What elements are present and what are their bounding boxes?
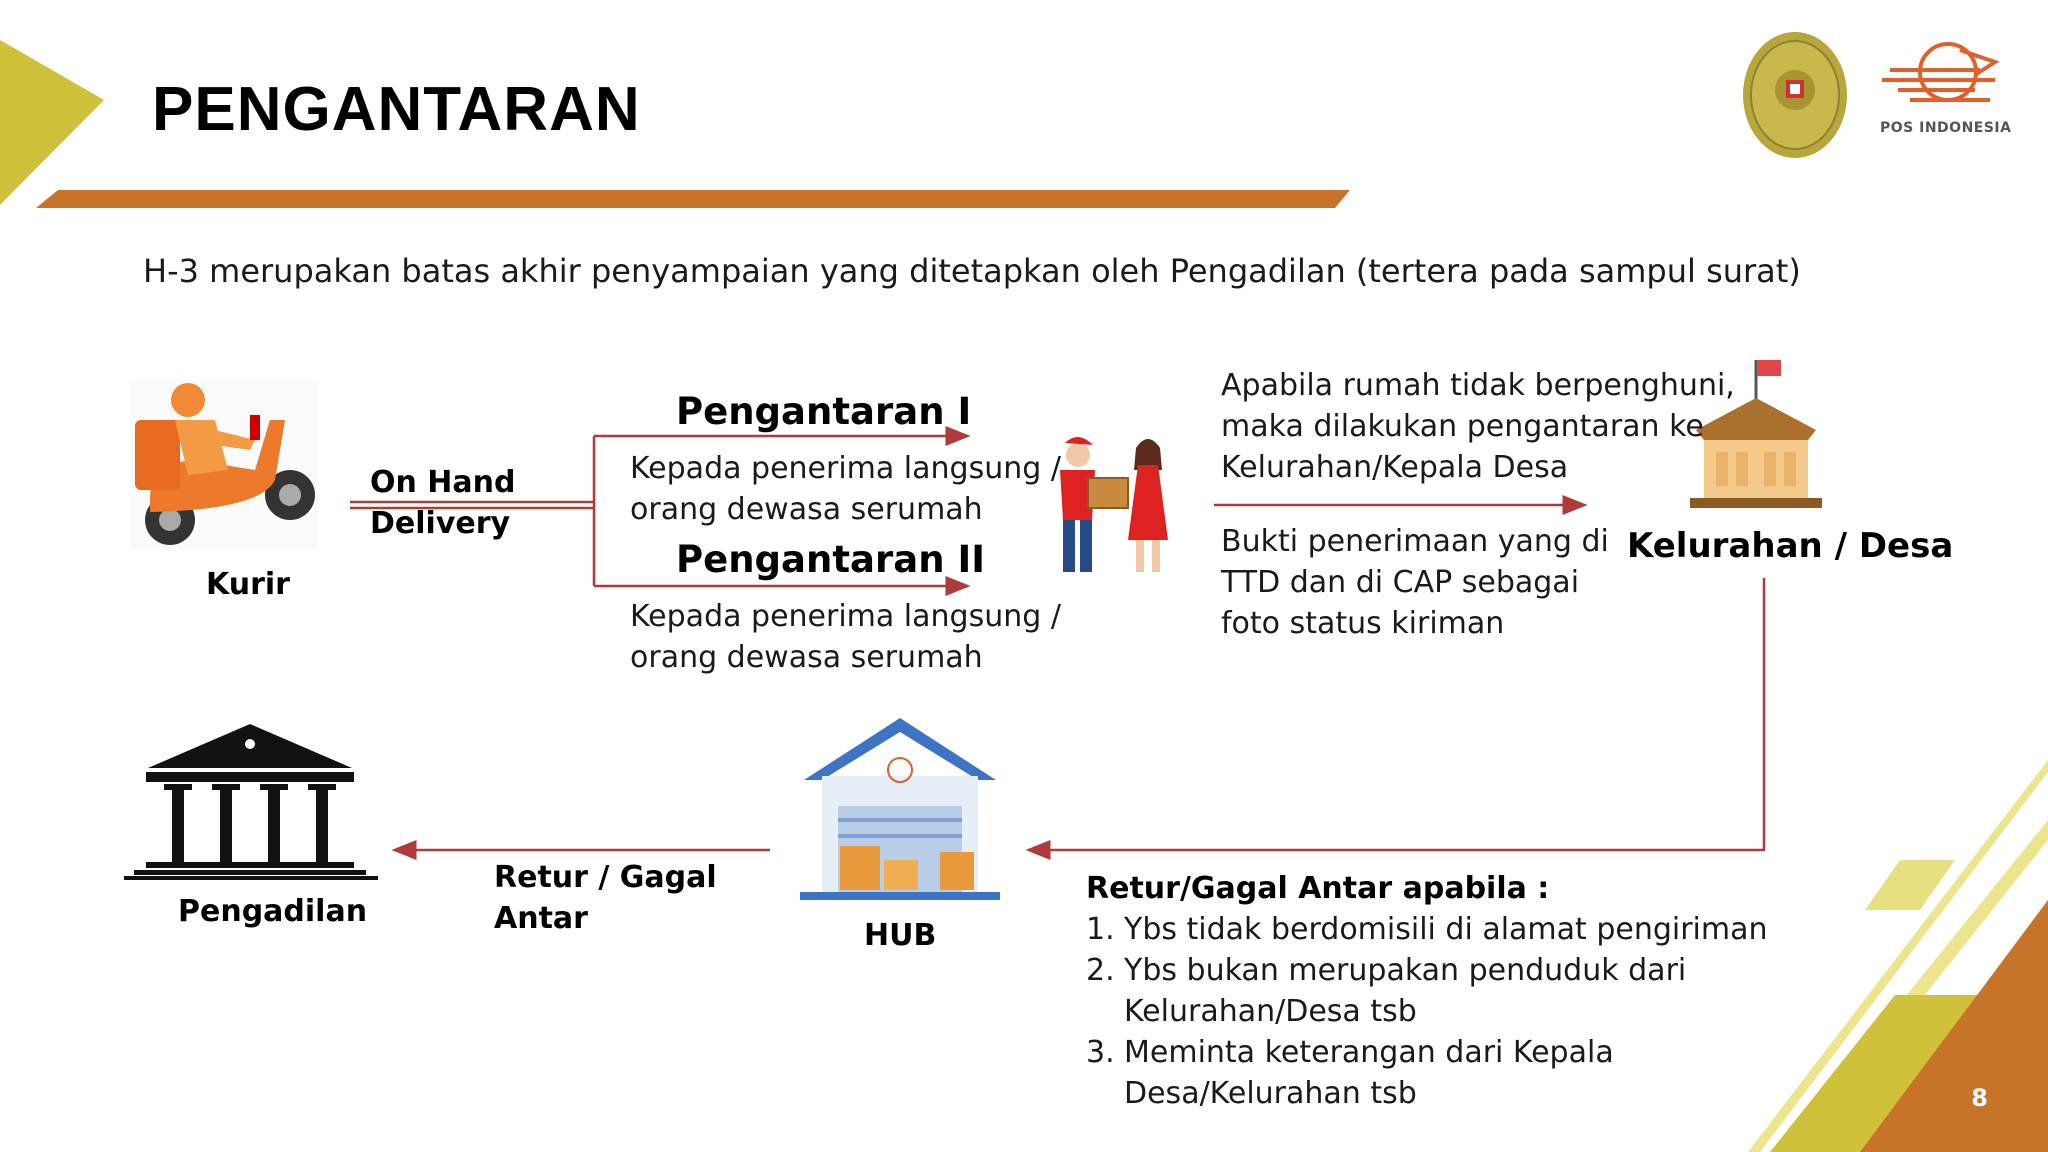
unoccupied-line-2: maka dilakukan pengantaran ke xyxy=(1221,409,1704,444)
delivery-2-desc xyxy=(630,596,1061,678)
corner-triangle xyxy=(0,40,104,205)
on-hand-line-1: On Hand xyxy=(370,465,516,500)
proof-line-2: TTD dan di CAP sebagai xyxy=(1221,565,1580,600)
on-hand-line-2: Delivery xyxy=(370,506,511,541)
retur-line-1: Retur / Gagal xyxy=(494,860,717,895)
hub-label: HUB xyxy=(864,918,937,953)
pos-indonesia-wordmark: POS INDONESIA xyxy=(1880,120,2012,136)
courier-label: Kurir xyxy=(206,567,290,602)
return-reason-item xyxy=(1086,909,1768,950)
package-handover-icon xyxy=(1060,437,1168,572)
delivery-1-title: Pengantaran I xyxy=(676,390,972,433)
court-label: Pengadilan xyxy=(178,894,368,929)
on-hand-delivery-label xyxy=(370,462,516,544)
proof-note xyxy=(1221,521,1609,644)
return-reason-line-1: Meminta keterangan dari Kepala xyxy=(1124,1035,1614,1070)
unoccupied-note xyxy=(1221,365,1735,488)
return-reasons-list xyxy=(1086,909,1768,1114)
page-number: 8 xyxy=(1971,1084,1988,1112)
return-reason-line-2: Kelurahan/Desa tsb xyxy=(1124,994,1417,1029)
delivery-1-desc xyxy=(630,448,1061,530)
retur-label xyxy=(494,857,717,939)
delivery-2-title: Pengantaran II xyxy=(676,538,985,581)
delivery-1-desc-line-2: orang dewasa serumah xyxy=(630,492,983,527)
return-reason-text xyxy=(1124,1032,1614,1114)
return-reason-line-1: Ybs bukan merupakan penduduk dari xyxy=(1124,953,1687,988)
unoccupied-line-1: Apabila rumah tidak berpenghuni, xyxy=(1221,368,1735,403)
subtitle: H-3 merupakan batas akhir penyampaian yang ditetapkan oleh Pengadilan (tertera pada sampul surat) xyxy=(143,252,1801,290)
return-reasons-heading: Retur/Gagal Antar apabila : xyxy=(1086,871,1550,906)
return-reason-number: 1. xyxy=(1086,912,1115,947)
page-title: PENGANTARAN xyxy=(152,75,641,144)
delivery-2-desc-line-2: orang dewasa serumah xyxy=(630,640,983,675)
return-reason-number: 2. xyxy=(1086,953,1115,988)
title-underline-bar xyxy=(36,190,1350,208)
court-building-icon xyxy=(124,724,378,880)
delivery-2-desc-line-1: Kepada penerima langsung / xyxy=(630,599,1061,634)
village-label: Kelurahan / Desa xyxy=(1627,526,1954,566)
delivery-1-desc-line-1: Kepada penerima langsung / xyxy=(630,451,1061,486)
hub-warehouse-icon xyxy=(800,718,1000,900)
return-reason-text xyxy=(1124,950,1686,1032)
supreme-court-seal-icon xyxy=(1743,32,1847,158)
courier-scooter-icon xyxy=(130,380,318,550)
return-reasons xyxy=(1086,868,1768,1114)
return-reason-line-2: Desa/Kelurahan tsb xyxy=(1124,1076,1417,1111)
proof-line-1: Bukti penerimaan yang di xyxy=(1221,524,1609,559)
pos-indonesia-logo-icon xyxy=(1882,44,1995,100)
retur-line-2: Antar xyxy=(494,901,588,936)
return-reason-item xyxy=(1086,950,1768,1032)
return-reason-line-1: Ybs tidak berdomisili di alamat pengiriman xyxy=(1124,912,1768,947)
return-reason-item xyxy=(1086,1032,1768,1114)
proof-line-3: foto status kiriman xyxy=(1221,606,1505,641)
unoccupied-line-3: Kelurahan/Kepala Desa xyxy=(1221,450,1569,485)
return-reason-text xyxy=(1124,909,1768,950)
return-reason-number: 3. xyxy=(1086,1035,1115,1070)
